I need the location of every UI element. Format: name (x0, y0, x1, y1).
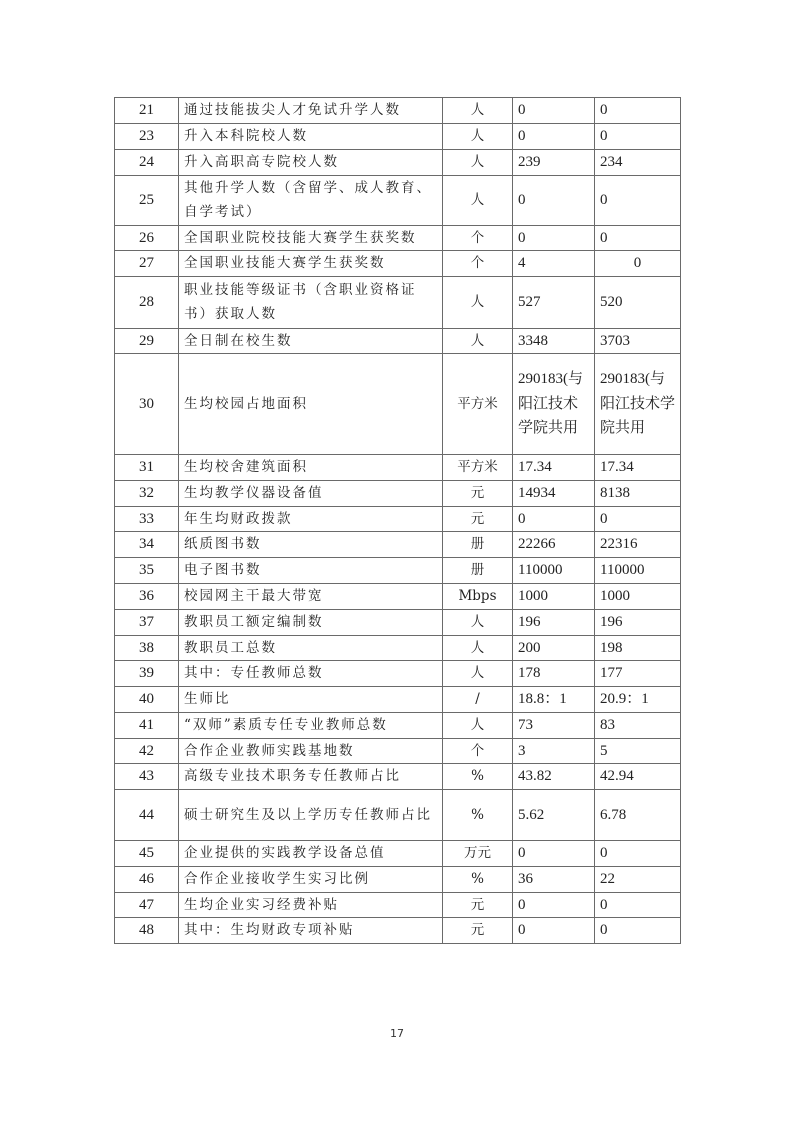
row-item: 职业技能等级证书（含职业资格证书）获取人数 (179, 276, 443, 328)
row-value-curr: 0 (595, 841, 681, 867)
row-unit: 人 (443, 98, 513, 124)
row-number: 41 (115, 712, 179, 738)
row-value-prev: 239 (513, 149, 595, 175)
row-unit: 人 (443, 635, 513, 661)
row-unit: 个 (443, 251, 513, 277)
row-number: 30 (115, 354, 179, 455)
row-value-curr: 196 (595, 609, 681, 635)
row-value-prev: 18.8：1 (513, 687, 595, 713)
row-item: 生师比 (179, 687, 443, 713)
row-unit: 人 (443, 609, 513, 635)
row-value-curr: 42.94 (595, 764, 681, 790)
row-value-curr: 20.9：1 (595, 687, 681, 713)
row-number: 26 (115, 225, 179, 251)
row-value-prev: 0 (513, 123, 595, 149)
row-value-prev: 0 (513, 225, 595, 251)
row-value-curr: 5 (595, 738, 681, 764)
row-value-curr: 17.34 (595, 455, 681, 481)
table-row (115, 175, 681, 225)
row-item: 升入高职高专院校人数 (179, 149, 443, 175)
row-number: 32 (115, 480, 179, 506)
row-value-prev: 0 (513, 892, 595, 918)
row-unit: 元 (443, 480, 513, 506)
row-value-prev: 14934 (513, 480, 595, 506)
row-value-prev: 290183(与阳江技术学院共用 (513, 354, 595, 455)
row-value-prev: 0 (513, 98, 595, 124)
row-number: 48 (115, 918, 179, 944)
row-value-curr: 6.78 (595, 790, 681, 841)
row-unit: 人 (443, 328, 513, 354)
row-value-curr: 177 (595, 661, 681, 687)
row-number: 38 (115, 635, 179, 661)
row-number: 46 (115, 866, 179, 892)
row-unit: 个 (443, 225, 513, 251)
table-row (115, 661, 681, 687)
row-unit: 个 (443, 738, 513, 764)
row-number: 47 (115, 892, 179, 918)
table-row (115, 635, 681, 661)
row-value-prev: 178 (513, 661, 595, 687)
row-value-prev: 43.82 (513, 764, 595, 790)
table-row (115, 532, 681, 558)
row-value-curr: 234 (595, 149, 681, 175)
row-unit: % (443, 764, 513, 790)
table-row (115, 98, 681, 124)
row-unit: 元 (443, 506, 513, 532)
row-item: 全日制在校生数 (179, 328, 443, 354)
row-value-curr: 198 (595, 635, 681, 661)
table-row (115, 506, 681, 532)
row-unit: / (443, 687, 513, 713)
row-number: 24 (115, 149, 179, 175)
row-item: 全国职业院校技能大赛学生获奖数 (179, 225, 443, 251)
row-item: 合作企业教师实践基地数 (179, 738, 443, 764)
row-unit: 元 (443, 918, 513, 944)
row-value-prev: 0 (513, 841, 595, 867)
row-item: 生均企业实习经费补贴 (179, 892, 443, 918)
row-item: 电子图书数 (179, 558, 443, 584)
row-value-prev: 36 (513, 866, 595, 892)
row-number: 21 (115, 98, 179, 124)
row-value-prev: 110000 (513, 558, 595, 584)
row-unit: 平方米 (443, 455, 513, 481)
row-number: 29 (115, 328, 179, 354)
row-item: 校园网主干最大带宽 (179, 584, 443, 610)
table-row (115, 712, 681, 738)
table-row (115, 738, 681, 764)
row-number: 33 (115, 506, 179, 532)
row-unit: 人 (443, 149, 513, 175)
row-number: 44 (115, 790, 179, 841)
row-number: 39 (115, 661, 179, 687)
row-unit: 人 (443, 123, 513, 149)
row-value-curr: 0 (595, 123, 681, 149)
row-value-curr: 520 (595, 276, 681, 328)
table-row (115, 149, 681, 175)
row-number: 25 (115, 175, 179, 225)
row-number: 27 (115, 251, 179, 277)
row-item: 生均校园占地面积 (179, 354, 443, 455)
row-value-prev: 196 (513, 609, 595, 635)
row-item: 生均教学仪器设备值 (179, 480, 443, 506)
indicator-table (114, 97, 681, 944)
row-unit: 册 (443, 532, 513, 558)
row-value-prev: 0 (513, 918, 595, 944)
row-number: 23 (115, 123, 179, 149)
row-item: 其他升学人数（含留学、成人教育、自学考试） (179, 175, 443, 225)
row-unit: 元 (443, 892, 513, 918)
table-row (115, 251, 681, 277)
table-row (115, 558, 681, 584)
row-item: 企业提供的实践教学设备总值 (179, 841, 443, 867)
row-value-curr: 0 (595, 918, 681, 944)
row-unit: % (443, 790, 513, 841)
row-value-curr: 0 (595, 892, 681, 918)
row-value-prev: 3348 (513, 328, 595, 354)
row-item: 硕士研究生及以上学历专任教师占比 (179, 790, 443, 841)
row-number: 37 (115, 609, 179, 635)
row-number: 36 (115, 584, 179, 610)
table-row (115, 455, 681, 481)
row-number: 34 (115, 532, 179, 558)
row-item: 全国职业技能大赛学生获奖数 (179, 251, 443, 277)
table-row (115, 225, 681, 251)
row-value-curr: 8138 (595, 480, 681, 506)
row-value-curr: 22316 (595, 532, 681, 558)
row-number: 35 (115, 558, 179, 584)
row-unit: 人 (443, 661, 513, 687)
row-number: 45 (115, 841, 179, 867)
row-value-curr: 0 (595, 98, 681, 124)
row-number: 42 (115, 738, 179, 764)
row-value-prev: 3 (513, 738, 595, 764)
row-value-prev: 17.34 (513, 455, 595, 481)
row-value-prev: 22266 (513, 532, 595, 558)
row-item: 其中：专任教师总数 (179, 661, 443, 687)
row-item: 高级专业技术职务专任教师占比 (179, 764, 443, 790)
row-item: 教职员工额定编制数 (179, 609, 443, 635)
table-row (115, 354, 681, 455)
row-value-prev: 0 (513, 175, 595, 225)
table-row (115, 790, 681, 841)
row-item: “双师”素质专任专业教师总数 (179, 712, 443, 738)
row-value-curr: 22 (595, 866, 681, 892)
table-row (115, 866, 681, 892)
row-unit: 万元 (443, 841, 513, 867)
table-body (115, 98, 681, 944)
row-value-prev: 527 (513, 276, 595, 328)
row-unit: 人 (443, 276, 513, 328)
row-value-curr: 3703 (595, 328, 681, 354)
row-value-prev: 5.62 (513, 790, 595, 841)
row-value-prev: 4 (513, 251, 595, 277)
row-number: 43 (115, 764, 179, 790)
table-row (115, 841, 681, 867)
row-value-curr: 0 (595, 251, 681, 277)
table-row (115, 276, 681, 328)
row-item: 合作企业接收学生实习比例 (179, 866, 443, 892)
row-unit: Mbps (443, 584, 513, 610)
row-unit: 人 (443, 712, 513, 738)
row-item: 其中：生均财政专项补贴 (179, 918, 443, 944)
row-value-curr: 0 (595, 175, 681, 225)
row-value-prev: 0 (513, 506, 595, 532)
row-value-curr: 83 (595, 712, 681, 738)
row-number: 28 (115, 276, 179, 328)
row-item: 通过技能拔尖人才免试升学人数 (179, 98, 443, 124)
table-row (115, 480, 681, 506)
table-row (115, 584, 681, 610)
row-unit: 平方米 (443, 354, 513, 455)
row-unit: % (443, 866, 513, 892)
row-item: 纸质图书数 (179, 532, 443, 558)
page-number: 17 (390, 1027, 404, 1040)
table-row (115, 918, 681, 944)
row-item: 年生均财政拨款 (179, 506, 443, 532)
row-item: 生均校舍建筑面积 (179, 455, 443, 481)
row-value-curr: 0 (595, 506, 681, 532)
row-value-prev: 200 (513, 635, 595, 661)
table-row (115, 123, 681, 149)
row-item: 升入本科院校人数 (179, 123, 443, 149)
row-value-prev: 73 (513, 712, 595, 738)
row-value-curr: 110000 (595, 558, 681, 584)
row-unit: 册 (443, 558, 513, 584)
table-row (115, 609, 681, 635)
row-value-curr: 1000 (595, 584, 681, 610)
row-value-prev: 1000 (513, 584, 595, 610)
row-item: 教职员工总数 (179, 635, 443, 661)
row-value-curr: 290183(与阳江技术学院共用 (595, 354, 681, 455)
row-value-curr: 0 (595, 225, 681, 251)
row-number: 31 (115, 455, 179, 481)
table-row (115, 892, 681, 918)
row-number: 40 (115, 687, 179, 713)
row-unit: 人 (443, 175, 513, 225)
table-row (115, 764, 681, 790)
table-row (115, 328, 681, 354)
table-row (115, 687, 681, 713)
